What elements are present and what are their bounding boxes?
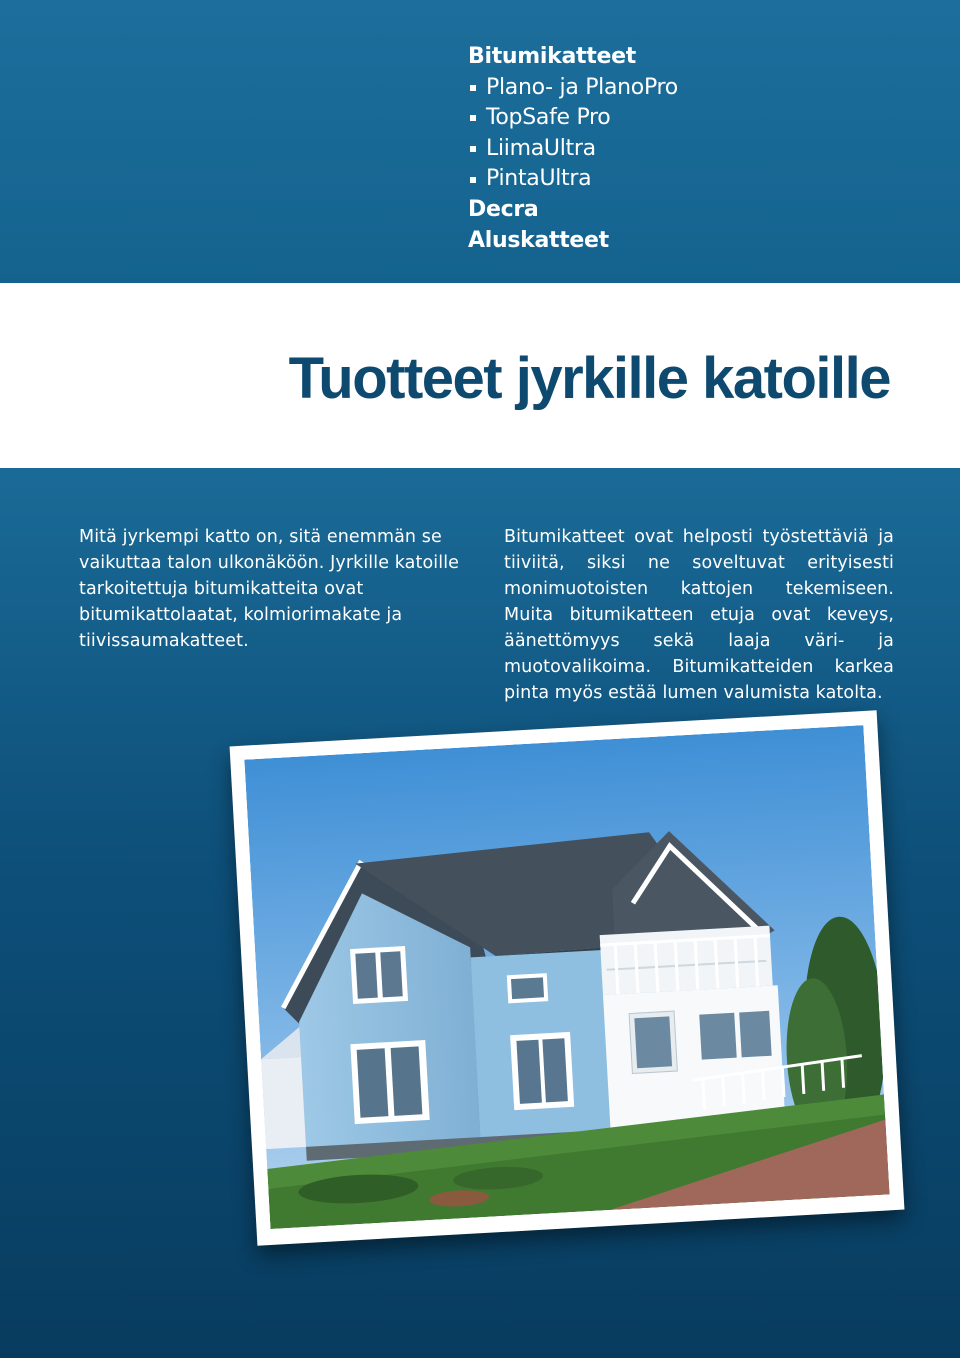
menu-category-bitumikatteet[interactable]: Bitumikatteet bbox=[468, 44, 636, 69]
square-bullet-icon bbox=[470, 177, 476, 183]
body-text-right: Bitumikatteet ovat helposti työstettäviä ja tiiviitä, siksi ne soveltuvat erityisesti monimuotoisten kattojen tekemiseen. Muita bitumikatteen etuja ovat keveys, äänettömyys sekä laaja väri- ja muotovalikoima. Bitumikatteiden karkea pinta myös estää lumen valumista katolta. bbox=[504, 527, 894, 703]
house-photo-frame bbox=[230, 710, 905, 1245]
menu-category-decra[interactable]: Decra bbox=[468, 196, 539, 222]
menu-item[interactable] bbox=[468, 103, 678, 134]
menu-item[interactable] bbox=[468, 134, 678, 165]
square-bullet-icon bbox=[470, 85, 476, 91]
menu-item-label: PintaUltra bbox=[486, 166, 592, 192]
house-photo bbox=[244, 725, 889, 1229]
page-title: Tuotteet jyrkille katoille bbox=[288, 346, 890, 411]
square-bullet-icon bbox=[470, 115, 476, 121]
body-text-left: Mitä jyrkempi katto on, sitä enemmän se vaikuttaa talon ulkonäköön. Jyrkille katoille tarkoitettuja bitumikatteita ovat bitumikattolaatat, kolmiorimakate ja tiivissaumakatteet. bbox=[79, 527, 460, 651]
house-illustration bbox=[244, 725, 889, 1229]
product-menu bbox=[468, 42, 678, 256]
menu-item-label: Plano- ja PlanoPro bbox=[486, 74, 678, 100]
menu-item-label: LiimaUltra bbox=[486, 135, 596, 161]
menu-item-label: TopSafe Pro bbox=[486, 105, 611, 131]
menu-item[interactable] bbox=[468, 164, 678, 195]
menu-category-aluskatteet[interactable]: Aluskatteet bbox=[468, 227, 609, 253]
square-bullet-icon bbox=[470, 146, 476, 152]
menu-item[interactable] bbox=[468, 73, 678, 104]
